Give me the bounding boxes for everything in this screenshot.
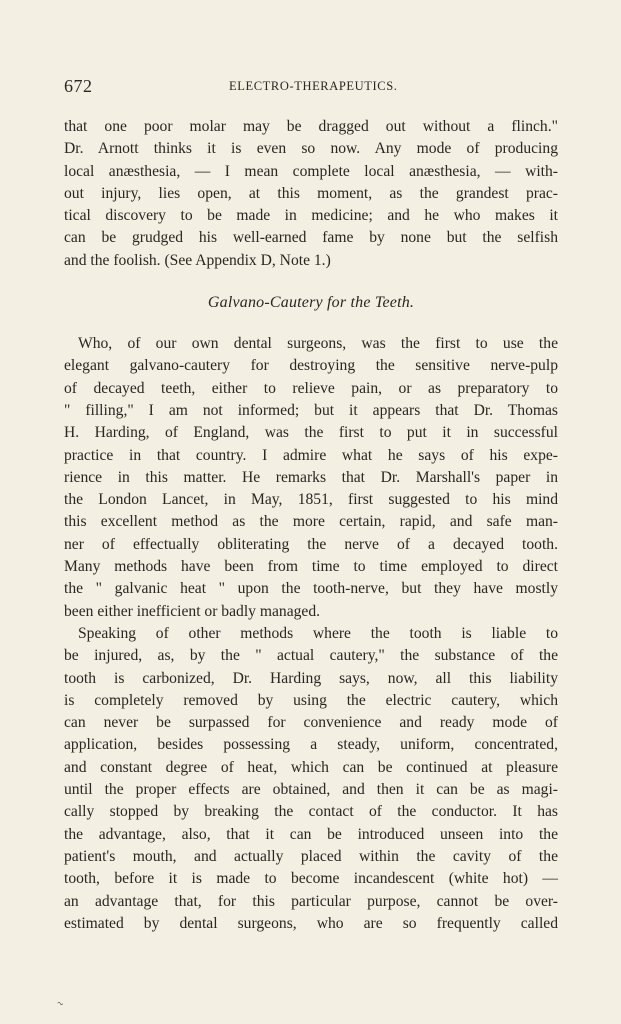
text-line: and the foolish. (See Appendix D, Note 1.): [64, 251, 331, 269]
text-line: the advantage, also, that it can be introduced unseen into the: [64, 825, 558, 843]
text-line: that one poor molar may be dragged out without a flinch.": [64, 118, 558, 135]
text-line: elegant galvano-cautery for destroying the sensitive nerve-pulp: [64, 357, 558, 375]
text-line: and constant degree of heat, which can be continued at pleasure: [64, 758, 558, 776]
text-line: H. Harding, of England, was the first to put it in successful: [64, 424, 558, 442]
page-number: 672: [64, 76, 93, 96]
footer-mark: ~: [54, 997, 66, 1011]
text-line: application, besides possessing a steady, uniform, concentrated,: [64, 736, 558, 754]
text-line: out injury, lies open, at this moment, as the grandest prac-: [64, 184, 558, 202]
text-line: estimated by dental surgeons, who are so frequently called: [64, 914, 558, 932]
text-line: is completely removed by using the electric cautery, which: [64, 691, 558, 709]
text-line: practice in that country. I admire what he says of his expe-: [64, 446, 558, 464]
text-line: tooth, before it is made to become incandescent (white hot) —: [64, 870, 558, 888]
running-head: ELECTRO-THERAPEUTICS.: [229, 79, 398, 93]
text-line: of decayed teeth, either to relieve pain, or as preparatory to: [64, 379, 558, 397]
text-line: rience in this matter. He remarks that Dr. Marshall's paper in: [64, 468, 558, 486]
text-line: Speaking of other methods where the tooth is liable to: [78, 624, 558, 642]
paragraph-1: [64, 116, 558, 272]
text-line: the London Lancet, in May, 1851, first suggested to his mind: [64, 491, 558, 509]
paragraph-3: [64, 623, 558, 935]
text-line: been either inefficient or badly managed.: [64, 602, 321, 620]
text-line: tooth is carbonized, Dr. Harding says, now, all this liability: [64, 669, 558, 687]
text-line: Who, of our own dental surgeons, was the first to use the: [78, 335, 558, 353]
text-line: cally stopped by breaking the contact of the conductor. It has: [64, 803, 558, 821]
text-line: patient's mouth, and actually placed within the cavity of the: [64, 847, 558, 865]
text-line: until the proper effects are obtained, and then it can be as magi-: [64, 781, 558, 799]
text-line: Dr. Arnott thinks it is even so now. Any mode of producing: [64, 140, 558, 158]
section-heading: Galvano-Cautery for the Teeth.: [207, 294, 415, 312]
text-line: can be grudged his well-earned fame by none but the selfish: [64, 229, 558, 247]
text-line: an advantage that, for this particular purpose, cannot be over-: [64, 892, 558, 910]
text-line: be injured, as, by the " actual cautery," the substance of the: [64, 647, 558, 665]
text-line: tical discovery to be made in medicine; and he who makes it: [64, 207, 558, 225]
text-line: the " galvanic heat " upon the tooth-nerve, but they have mostly: [64, 580, 558, 598]
text-line: can never be surpassed for convenience and ready mode of: [64, 714, 558, 732]
text-line: " filling," I am not informed; but it appears that Dr. Thomas: [64, 401, 558, 419]
body-text: [64, 116, 558, 935]
text-line: local anæsthesia, — I mean complete local anæsthesia, — with-: [64, 162, 558, 180]
text-line: this excellent method as the more certain, rapid, and safe man-: [64, 513, 558, 531]
paragraph-2: [64, 333, 558, 623]
text-line: Many methods have been from time to time employed to direct: [64, 558, 558, 576]
text-line: ner of effectually obliterating the nerve of a decayed tooth.: [64, 535, 558, 553]
page-header: [64, 76, 554, 96]
